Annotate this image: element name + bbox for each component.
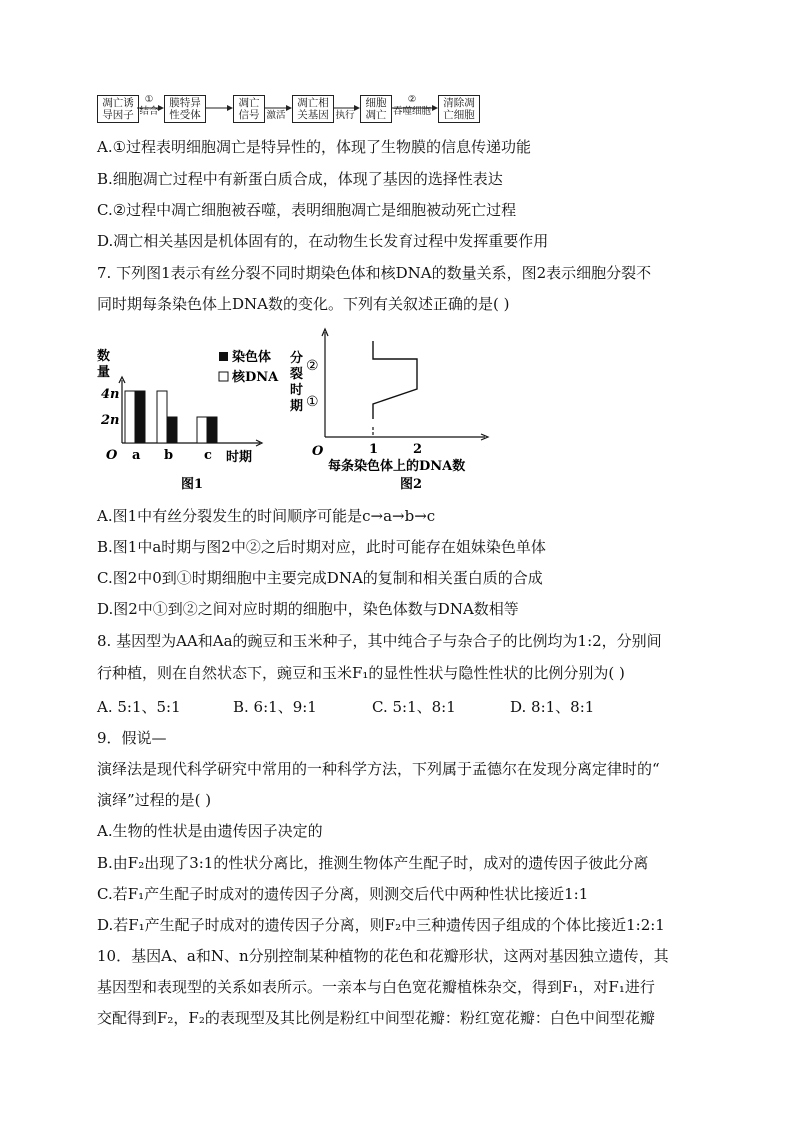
q9-option-b: B.由F₂出现了3:1的性状分离比，推测生物体产生配子时，成对的遗传因子彼此分离	[97, 854, 649, 872]
fig2-ylabel-char3: 时	[290, 383, 304, 398]
q6-option-d: D.凋亡相关基因是机体固有的，在动物生长发育过程中发挥重要作用	[97, 232, 549, 250]
q8-stem-line1: 8. 基因型为AA和Aa的豌豆和玉米种子，其中纯合子与杂合子的比例均为1:2，分别间	[97, 632, 662, 650]
fig1-xlabel: 时期	[226, 450, 253, 465]
fig1-xtick-a: a	[132, 448, 141, 463]
flow-box-apoptosis: 细胞 凋亡	[360, 95, 392, 123]
legend-label-chromosome: 染色体	[232, 350, 272, 365]
fig1-bar-chromosome-a	[135, 391, 145, 443]
q8-option-a: A. 5:1、5:1	[97, 698, 181, 716]
q9-stem-line3: 演绎”过程的是( )	[97, 791, 212, 809]
fig1-bar-dna-b	[157, 391, 167, 443]
q10-stem-line3: 交配得到F₂，F₂的表现型及其比例是粉红中间型花瓣：粉红宽花瓣：白色中间型花瓣	[97, 1009, 655, 1027]
fig2-mark-2: ②	[306, 358, 319, 374]
q8-option-b: B. 6:1、9:1	[233, 698, 317, 716]
fig2-xlabel: 每条染色体上的DNA数	[328, 459, 466, 474]
fig2-xtick-1: 1	[369, 442, 379, 457]
q7-stem-line2: 同时期每条染色体上DNA数的变化。下列有关叙述正确的是( )	[97, 295, 510, 313]
legend-swatch-chromosome	[219, 352, 228, 361]
fig2-ylabel-char1: 分	[290, 351, 304, 366]
fig1-bar-dna-c	[197, 417, 207, 443]
fig1-ytick-2n: 2n	[101, 413, 120, 428]
flow-box-signal: 凋亡 信号	[233, 95, 265, 123]
q7-option-c: C.图2中0到①时期细胞中主要完成DNA的复制和相关蛋白质的合成	[97, 569, 543, 587]
q9-option-c: C.若F₁产生配子时成对的遗传因子分离，则测交后代中两种性状比接近1:1	[97, 885, 589, 903]
fig1-ytick-4n: 4n	[101, 387, 120, 402]
q9-stem-line2: 演绎法是现代科学研究中常用的一种科学方法，下列属于孟德尔在发现分离定律时的“	[97, 760, 660, 778]
fig2-dna-curve	[373, 341, 417, 419]
flow-box-receptor: 膜特异 性受体	[164, 95, 206, 123]
flow-label-activate: 激活	[266, 110, 286, 121]
q7-option-a: A.图1中有丝分裂发生的时间顺序可能是c→a→b→c	[97, 507, 436, 525]
fig2-mark-1: ①	[306, 394, 319, 410]
q9-option-d: D.若F₁产生配子时成对的遗传因子分离，则F₂中三种遗传因子组成的个体比接近1:2:1	[97, 916, 665, 934]
fig2-xtick-2: 2	[413, 442, 423, 457]
q10-stem-line2: 基因型和表现型的关系如表所示。一亲本与白色宽花瓣植株杂交，得到F₁，对F₁进行	[97, 978, 655, 996]
q6-option-a: A.①过程表明细胞凋亡是特异性的，体现了生物膜的信息传递功能	[97, 138, 532, 156]
figure-2-line-chart	[285, 322, 495, 497]
q8-stem-line2: 行种植，则在自然状态下，豌豆和玉米F₁的显性性状与隐性性状的比例分别为( )	[97, 664, 625, 682]
q9-stem-line1: 9．假说—	[97, 729, 167, 747]
fig2-origin: O	[312, 444, 324, 459]
fig2-ylabel-char4: 期	[290, 399, 304, 414]
fig1-ylabel-char2: 量	[97, 365, 111, 380]
fig2-caption: 图2	[400, 477, 423, 492]
fig2-ylabel-char2: 裂	[290, 367, 304, 382]
q9-option-a: A.生物的性状是由遗传因子决定的	[97, 822, 323, 840]
flow-label-phagocyte: ② 吞噬细胞	[392, 94, 431, 117]
fig1-bar-chromosome-c	[207, 417, 217, 443]
q7-option-d: D.图2中①到②之间对应时期的细胞中，染色体数与DNA数相等	[97, 600, 519, 618]
q7-stem-line1: 7. 下列图1表示有丝分裂不同时期染色体和核DNA的数量关系，图2表示细胞分裂不	[97, 264, 652, 282]
q6-option-b: B.细胞凋亡过程中有新蛋白质合成，体现了基因的选择性表达	[97, 170, 503, 188]
fig1-bar-chromosome-b	[167, 417, 177, 443]
flow-box-inducer: 凋亡诱 导因子	[97, 95, 139, 123]
q8-option-c: C. 5:1、8:1	[372, 698, 456, 716]
q8-option-d: D. 8:1、8:1	[510, 698, 595, 716]
flow-box-genes: 凋亡相 关基因	[292, 95, 334, 123]
fig1-xtick-c: c	[204, 448, 212, 463]
legend-label-dna: 核DNA	[232, 370, 279, 385]
figure-1-bar-chart	[95, 335, 295, 495]
flow-box-clear: 清除凋 亡细胞	[438, 95, 480, 123]
fig1-origin: O	[106, 448, 118, 463]
q6-option-c: C.②过程中凋亡细胞被吞噬，表明细胞凋亡是细胞被动死亡过程	[97, 201, 517, 219]
fig1-xtick-b: b	[164, 448, 174, 463]
q10-stem-line1: 10．基因A、a和N、n分别控制某种植物的花色和花瓣形状，这两对基因独立遗传，其	[97, 947, 669, 965]
fig1-ylabel-char1: 数	[97, 349, 111, 364]
flow-label-execute: 执行	[335, 110, 355, 121]
fig1-caption: 图1	[181, 477, 204, 492]
q7-option-b: B.图1中a时期与图2中②之后时期对应，此时可能存在姐妹染色单体	[97, 538, 546, 556]
legend-swatch-dna	[219, 372, 228, 381]
fig1-bar-dna-a	[125, 391, 135, 443]
flow-label-bind: ① 结合	[139, 94, 159, 117]
flow-arrows	[0, 0, 794, 130]
